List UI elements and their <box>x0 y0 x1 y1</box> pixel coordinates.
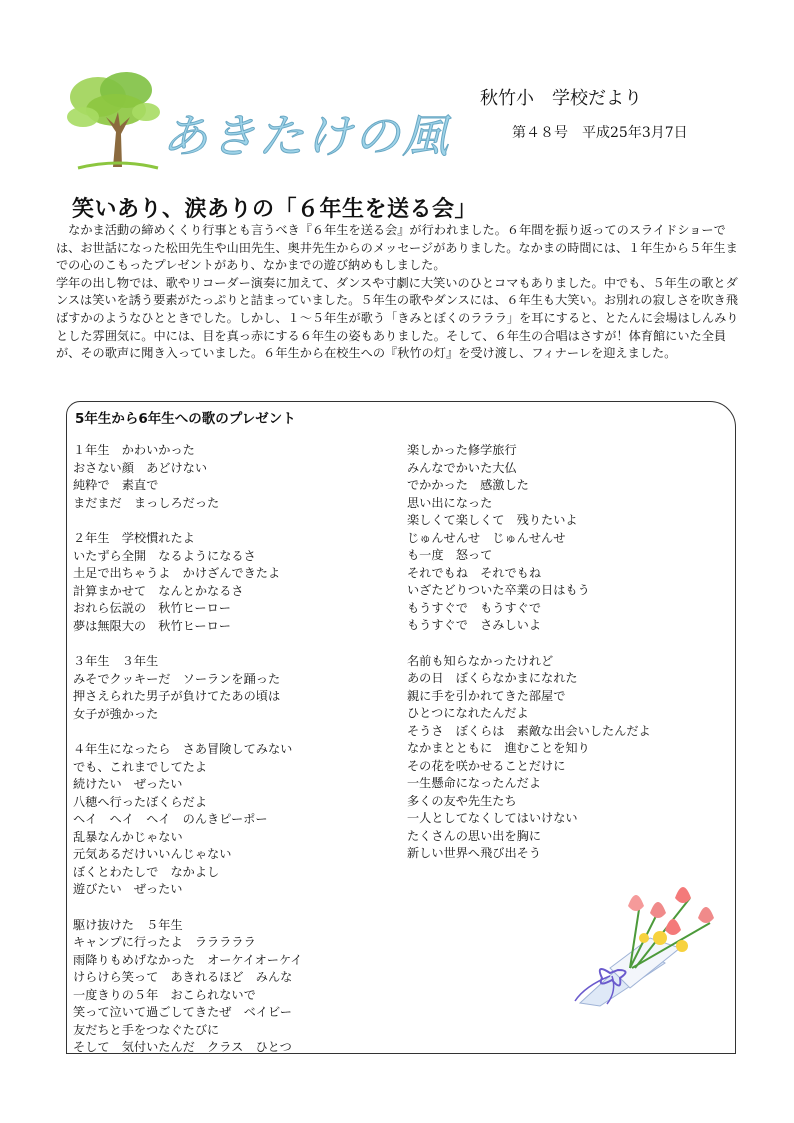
article-paragraph: なかま活動の締めくくり行事とも言うべき『６年生を送る会』が行われました。６年間を振り返ってのスライドショーでは、お世話になった松田先生や山田先生、奥井先生からのメッセージがありました。なかまの時間には、１年生から５年生までの心のこもったプレゼントがあり、なかまでの遊び納めもしました。 <box>56 223 738 273</box>
lyrics-line: でかかった 感激した <box>407 478 529 492</box>
lyrics-line: 一人としてなくしてはいけない <box>407 811 578 825</box>
lyrics-line: 新しい世界へ飛び出そう <box>407 846 542 860</box>
lyrics-line: 八穂へ行ったぼくらだよ <box>73 794 208 809</box>
lyrics-line: いたずら全開 なるようになるさ <box>73 548 256 563</box>
article-headline: 笑いあり、涙ありの「６年生を送る会」 <box>72 197 478 222</box>
song-title: 5年生から6年生への歌のプレゼント <box>75 411 296 427</box>
lyrics-line: ４年生になったら さあ冒険してみない <box>73 742 293 756</box>
lyrics-line: 一生懸命になったんだよ <box>407 776 542 790</box>
newsletter-logo-title: あきたけの風 <box>162 109 450 163</box>
lyrics-line: 乱暴なんかじゃない <box>73 829 183 844</box>
lyrics-line: なかまとともに 進むことを知り <box>407 741 590 755</box>
article-body <box>56 222 740 363</box>
article-paragraph: 学年の出し物では、歌やリコーダー演奏に加えて、ダンスや寸劇に大笑いのひとコマもありました。中でも、５年生の歌とダンスは笑いを誘う要素がたっぷりと詰まっていました。５年生の歌やダンスには、６年生も大笑い。お別れの寂しさを吹き飛ばすかのようなひとときでした。しかし、１～５年生が歌う「きみとぼくのラララ」を耳にすると、とたんに会場はしんみりとした雰囲気に。中には、目を真っ赤にする６年生の姿もありました。そして、６年生の合唱はさすが！体育館にいた全員が、その歌声に聞き入っていました。６年生から在校生への『秋竹の灯』を受け渡し、フィナーレを迎えました。 <box>56 275 739 361</box>
lyrics-line: 笑って泣いて過ごしてきたぜ ベイビー <box>73 1005 292 1019</box>
lyrics-line: 元気あるだけいいんじゃない <box>73 847 232 861</box>
lyrics-line: 駆け抜けた ５年生 <box>73 917 183 932</box>
lyrics-verse <box>407 442 651 635</box>
lyrics-line: 押さえられた男子が負けてたあの頃は <box>73 689 281 703</box>
lyrics-line: じゅんせんせ じゅんせんせ <box>407 530 566 545</box>
lyrics-verse <box>73 653 303 723</box>
lyrics-line: 思い出になった <box>407 495 493 510</box>
lyrics-line: 計算まかせて なんとかなるさ <box>73 583 244 598</box>
lyrics-line: そして 気付いたんだ クラス ひとつ <box>73 1040 292 1054</box>
lyrics-verse <box>73 442 303 512</box>
lyrics-line: 女子が強かった <box>73 706 159 721</box>
lyrics-line: まだまだ まっしろだった <box>73 495 220 510</box>
school-name: 秋竹小 学校だより <box>480 88 642 109</box>
lyrics-line: 名前も知らなかったけれど <box>407 653 554 668</box>
bouquet-icon <box>570 868 730 1008</box>
lyrics-line: 続けたい ぜったい <box>73 777 183 791</box>
tree-icon <box>58 62 168 172</box>
lyrics-line: おさない顔 あどけない <box>73 460 208 475</box>
lyrics-line: ２年生 学校慣れたよ <box>73 531 195 545</box>
lyrics-line: そうさ ぼくらは 素敵な出会いしたんだよ <box>407 723 651 738</box>
lyrics-line: みそでクッキーだ ソーランを踊った <box>73 671 281 686</box>
lyrics-line: 楽しかった修学旅行 <box>407 443 517 457</box>
lyrics-line: 親に手を引かれてきた部屋で <box>407 688 566 703</box>
lyrics-line: キャンプに行ったよ ラララララ <box>73 935 256 949</box>
lyrics-line: ３年生 ３年生 <box>73 654 159 668</box>
lyrics-line: おれら伝説の 秋竹ヒーロー <box>73 601 231 615</box>
lyrics-verse <box>73 741 303 899</box>
lyrics-column-left <box>73 442 303 1075</box>
lyrics-line: もうすぐで さみしいよ <box>407 618 542 632</box>
lyrics-line: たくさんの思い出を胸に <box>407 828 542 843</box>
lyrics-line: 土足で出ちゃうよ かけざんできたよ <box>73 566 281 580</box>
lyrics-line: 夢は無限大の 秋竹ヒーロー <box>73 618 231 633</box>
lyrics-line: もうすぐで もうすぐで <box>407 600 542 615</box>
lyrics-line: １年生 かわいかった <box>73 443 195 457</box>
lyrics-line: 多くの友や先生たち <box>407 793 517 808</box>
lyrics-line: 友だちと手をつなぐたびに <box>73 1022 220 1037</box>
lyrics-line: 楽しくて楽しくて 残りたいよ <box>407 513 578 527</box>
lyrics-line: 遊びたい ぜったい <box>73 882 183 896</box>
lyrics-line: 一度きりの５年 おこられないで <box>73 987 256 1002</box>
lyrics-verse <box>407 653 651 863</box>
lyrics-verse <box>73 530 303 635</box>
issue-info: 第４８号 平成25年3月7日 <box>512 125 688 141</box>
lyrics-line: あの日 ぼくらなかまになれた <box>407 671 578 685</box>
lyrics-verse <box>73 917 303 1057</box>
lyrics-line: みんなでかいた大仏 <box>407 460 517 475</box>
lyrics-line: も一度 怒って <box>407 548 493 562</box>
lyrics-line: 純粋で 素直で <box>73 478 159 492</box>
lyrics-line: それでもね それでもね <box>407 565 542 580</box>
lyrics-line: でも、これまでしてたよ <box>73 759 208 774</box>
lyrics-line: ヘイ ヘイ ヘイ のんきピーポー <box>73 812 268 826</box>
lyrics-line: 雨降りもめげなかった オーケイオーケイ <box>73 952 303 967</box>
lyrics-line: ぼくとわたしで なかよし <box>73 864 220 879</box>
lyrics-line: その花を咲かせることだけに <box>407 758 566 773</box>
lyrics-line: ひとつになれたんだよ <box>407 706 529 720</box>
lyrics-line: けらけら笑って あきれるほど みんな <box>73 970 293 984</box>
lyrics-line: いざたどりついた卒業の日はもう <box>407 583 590 597</box>
lyrics-column-right <box>407 442 651 881</box>
